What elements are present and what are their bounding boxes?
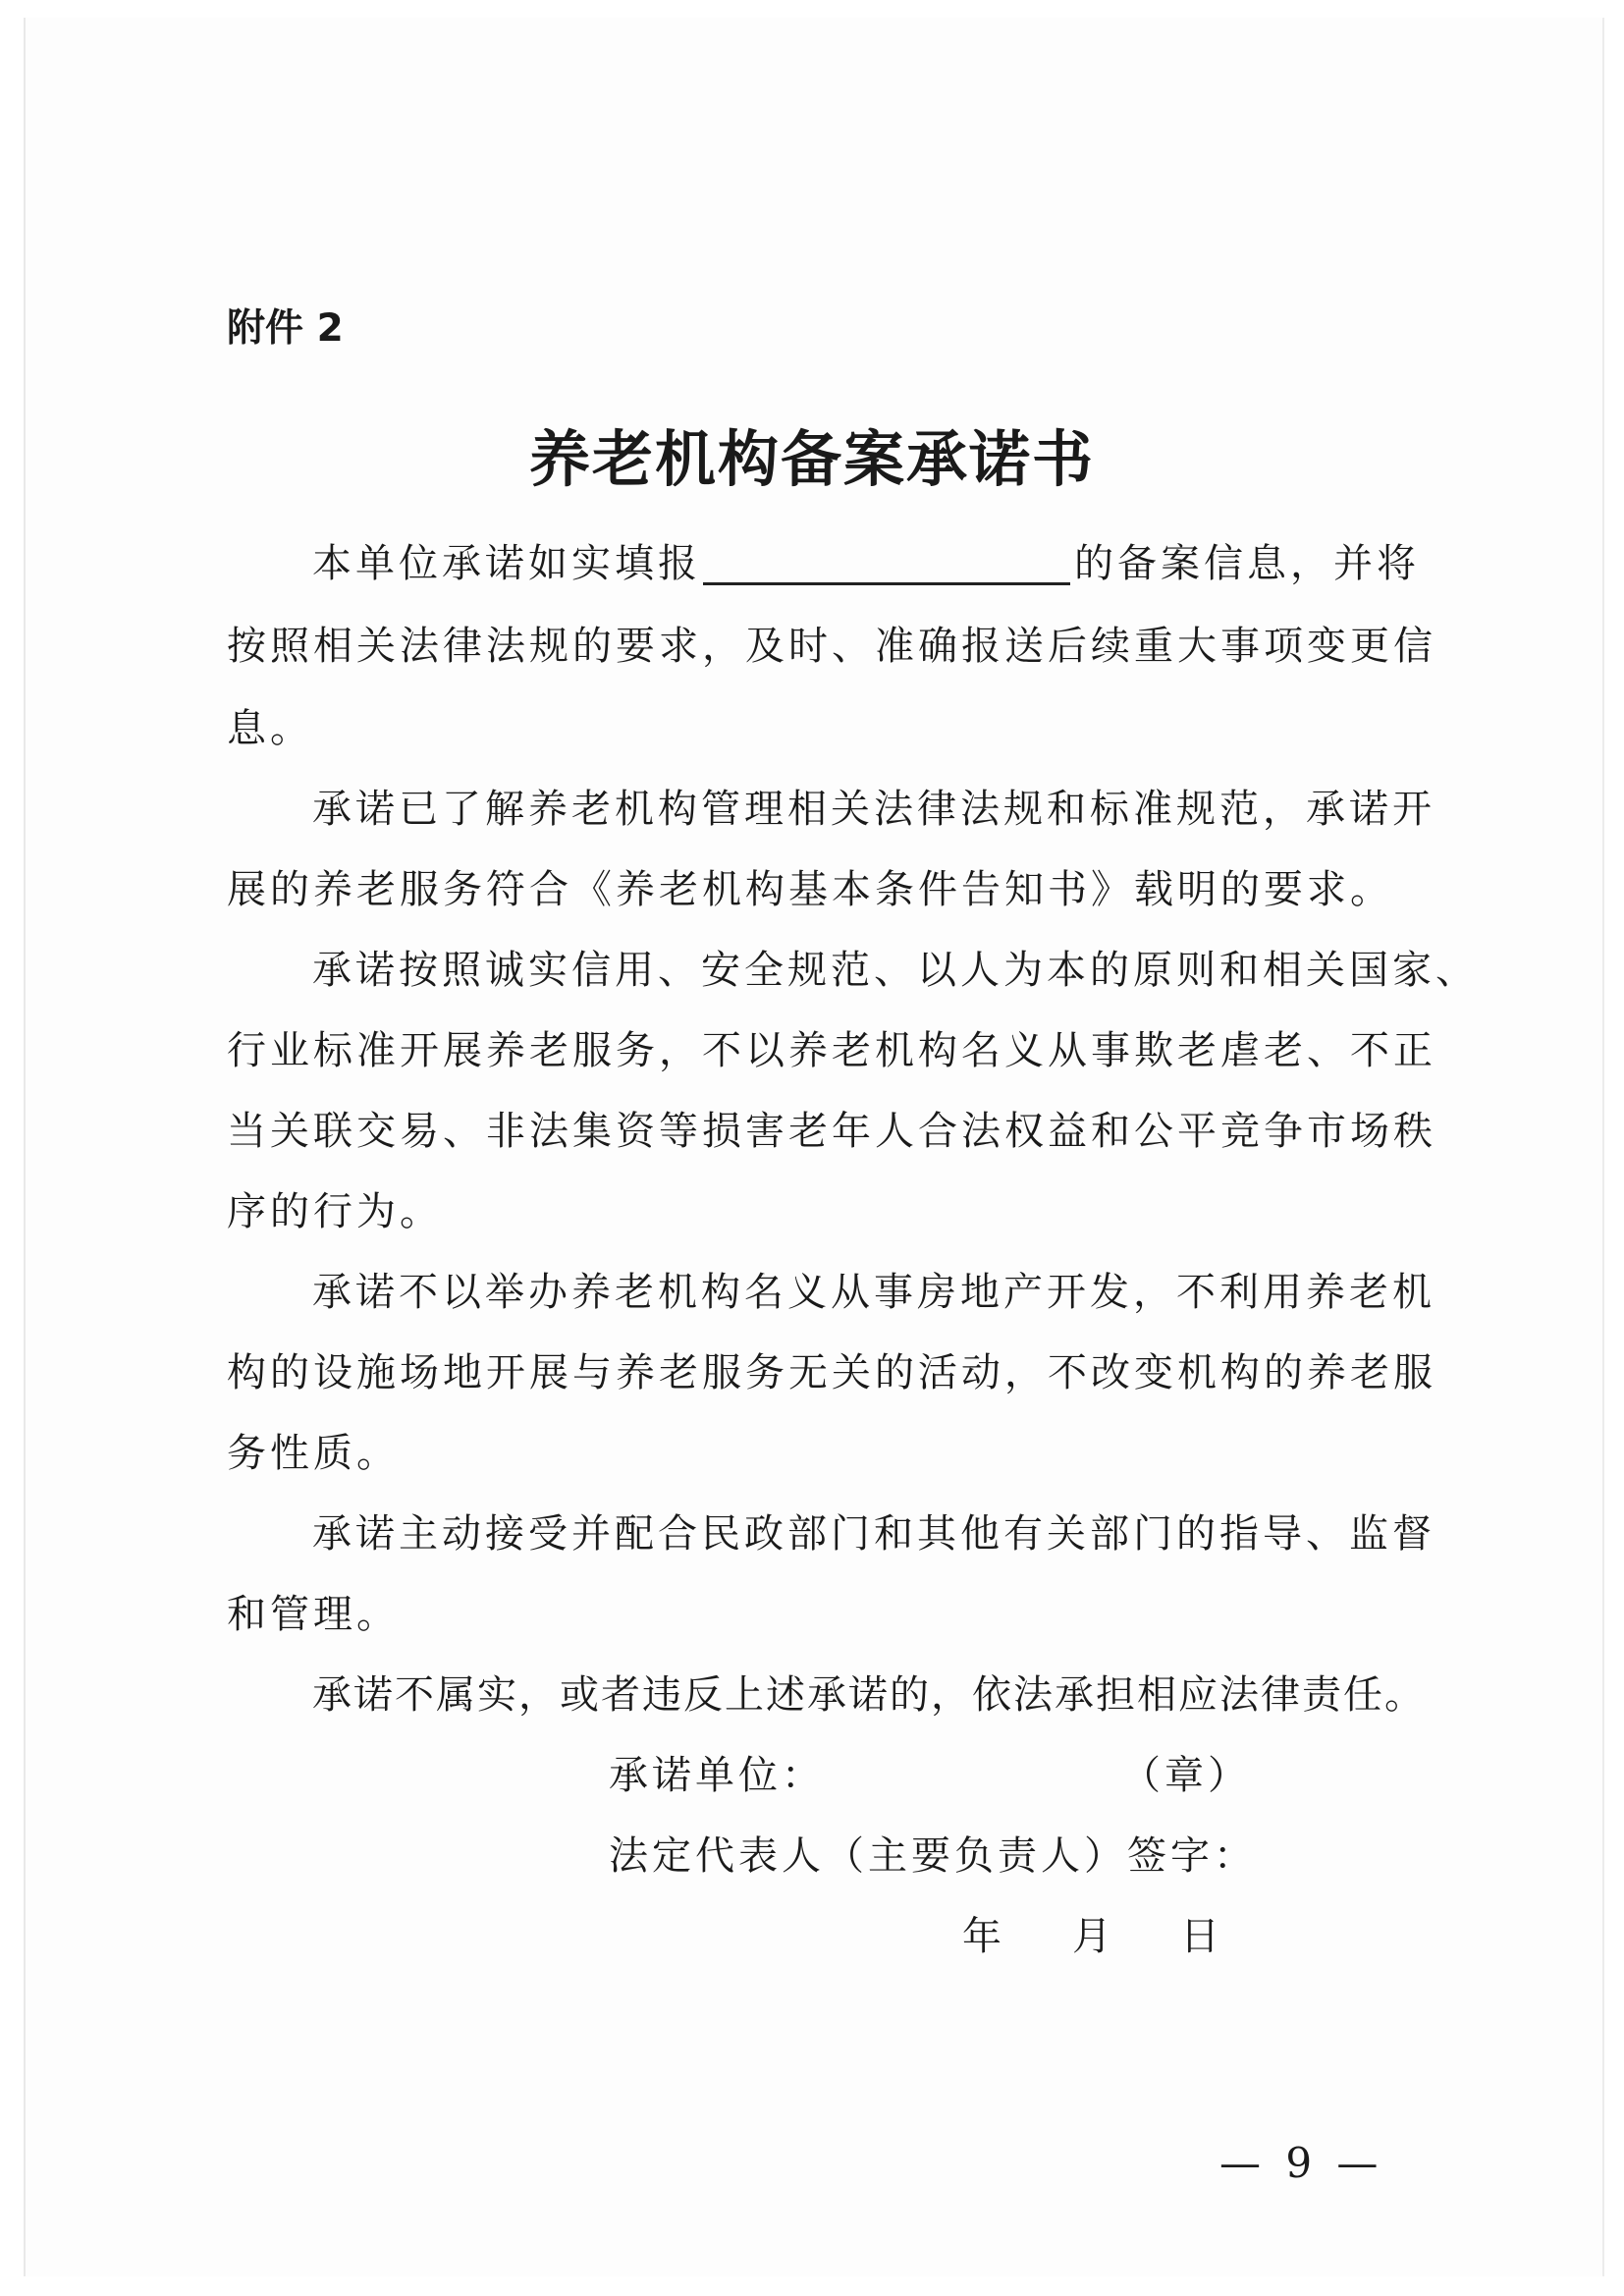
paragraph-3-line-1: 承诺按照诚实信用、安全规范、以人为本的原则和相关国家、: [312, 948, 1479, 993]
paragraph-4-line-3: 务性质。: [227, 1431, 400, 1476]
paragraph-2-line-1: 承诺已了解养老机构管理相关法律法规和标准规范，承诺开: [312, 787, 1435, 832]
paragraph-5-line-2: 和管理。: [227, 1592, 400, 1637]
paragraph-1-line-2: [227, 624, 1436, 669]
document-title: 养老机构备案承诺书: [528, 423, 1095, 495]
paragraph-1-line-3: 息。: [227, 706, 313, 751]
paragraph-5-line-1: 承诺主动接受并配合民政部门和其他有关部门的指导、监督: [312, 1511, 1435, 1557]
attachment-label: 附件 2: [227, 306, 344, 351]
date-month-label: 月: [1072, 1914, 1115, 1959]
paragraph-1-text-before-blank: 本单位承诺如实填报: [312, 541, 701, 586]
paragraph-1-line-1: [312, 542, 1420, 585]
page-number: — 9 —: [1219, 2139, 1384, 2187]
paragraph-4-line-1: 承诺不以举办养老机构名义从事房地产开发，不利用养老机: [312, 1270, 1435, 1315]
paragraph-3-line-4: 序的行为。: [227, 1189, 443, 1234]
paragraph-1-text-after-blank: 的备案信息，并将: [1074, 541, 1420, 586]
paragraph-6-line-1: 承诺不属实，或者违反上述承诺的，依法承担相应法律责任。: [312, 1672, 1426, 1718]
date-year-label: 年: [962, 1914, 1005, 1959]
date-day-label: 日: [1180, 1914, 1223, 1959]
legal-representative-label: 法定代表人（主要负责人）签字：: [609, 1833, 1257, 1879]
seal-label: （章）: [1121, 1753, 1251, 1798]
paragraph-2-line-2: 展的养老服务符合《养老机构基本条件告知书》载明的要求。: [227, 867, 1393, 912]
institution-name-blank: [703, 549, 1070, 585]
paragraph-3-line-3: 当关联交易、非法集资等损害老年人合法权益和公平竞争市场秩: [227, 1109, 1436, 1154]
paragraph-3-line-2: 行业标准开展养老服务，不以养老机构名义从事欺老虐老、不正: [227, 1028, 1436, 1073]
paragraph-1-line-2-text: 按照相关法律法规的要求，及时、准确报送后续重大事项变更信: [227, 624, 1436, 669]
paragraph-4-line-2: 构的设施场地开展与养老服务无关的活动，不改变机构的养老服: [227, 1350, 1436, 1395]
commitment-unit-label: 承诺单位：: [609, 1753, 825, 1798]
